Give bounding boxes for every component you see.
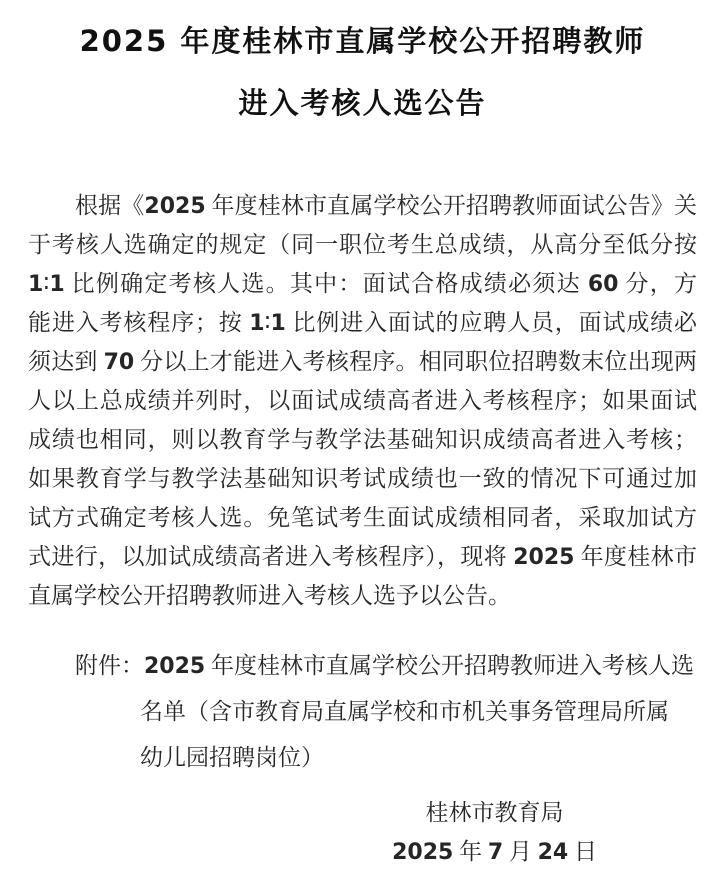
body-line: 成绩也相同，则以教育学与教学法基础知识成绩高者进入考核； [28, 427, 697, 452]
body-line: 根据《2025 年度桂林市直属学校公开招聘教师面试公告》关 [75, 193, 697, 219]
body-line: 1∶1 比例确定考核人选。其中：面试合格成绩必须达 60 分，方 [28, 271, 697, 297]
issuer-name: 桂林市教育局 [425, 800, 564, 825]
attachment-title: 2025 年度桂林市直属学校公开招聘教师进入考核人选 [144, 653, 694, 679]
attachment-note [28, 643, 697, 781]
attachment-label: 附件： [75, 653, 144, 678]
title-line-2: 进入考核人选公告 [238, 86, 487, 120]
body-line: 如果教育学与教学法基础知识考试成绩也一致的情况下可通过加 [28, 466, 697, 491]
body-line: 能进入考核程序；按 1∶1 比例进入面试的应聘人员，面试成绩必 [28, 310, 697, 336]
document-title [28, 10, 697, 134]
body-paragraph [28, 186, 697, 615]
attachment-line [28, 643, 697, 689]
attachment-line: 幼儿园招聘岗位） [140, 745, 324, 770]
body-line: 于考核人选确定的规定（同一职位考生总成绩，从高分至低分按 [28, 232, 697, 257]
body-line: 须达到 70 分以上才能进入考核程序。相同职位招聘数末位出现两 [28, 349, 697, 375]
body-line: 人以上总成绩并列时，以面试成绩高者进入考核程序；如果面试 [28, 388, 697, 413]
attachment-line: 名单（含市教育局直属学校和市机关事务管理局所属 [140, 699, 669, 724]
body-line: 直属学校公开招聘教师进入考核人选予以公告。 [28, 583, 511, 608]
body-line: 式进行，以加试成绩高者进入考核程序），现将 2025 年度桂林市 [28, 544, 697, 570]
title-line-1: 2025 年度桂林市直属学校公开招聘教师 [79, 24, 646, 58]
signature-block [392, 793, 597, 871]
issue-date: 2025 年 7 月 24 日 [392, 839, 597, 865]
body-line: 试方式确定考核人选。免笔试考生面试成绩相同者，采取加试方 [28, 505, 697, 530]
